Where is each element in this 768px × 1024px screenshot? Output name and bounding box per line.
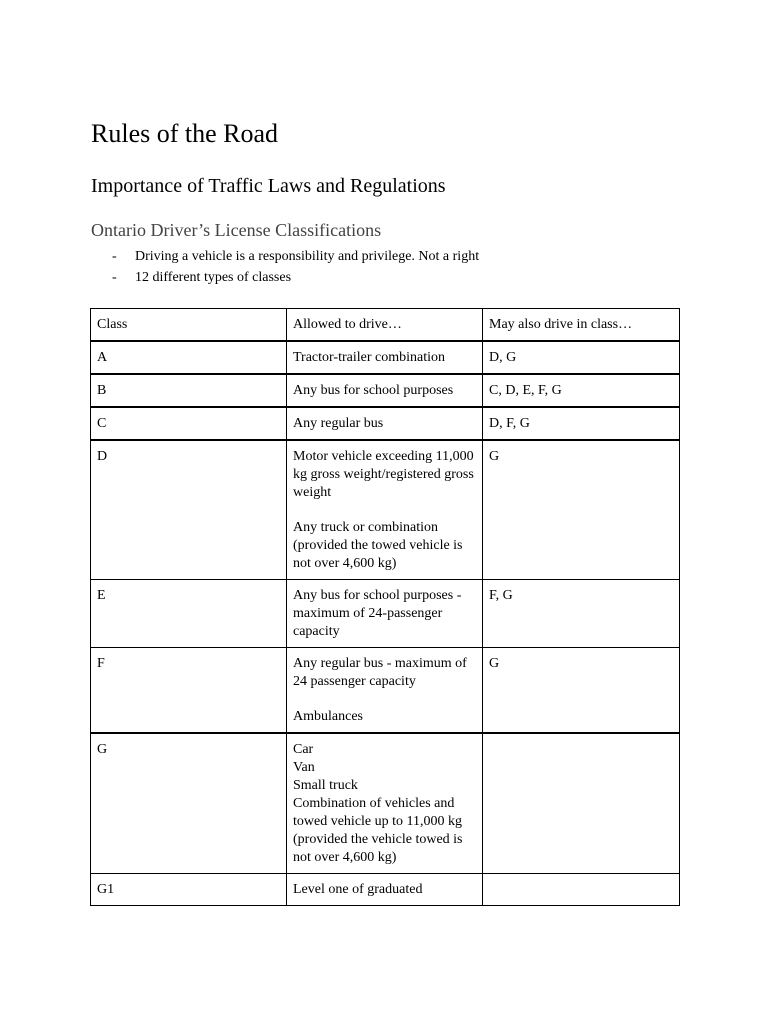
class-cell: D	[91, 440, 287, 580]
class-cell: A	[91, 341, 287, 374]
license-classes-table	[90, 308, 680, 906]
paragraph-spacer	[293, 502, 476, 519]
also-cell	[483, 874, 680, 906]
class-cell: F	[91, 648, 287, 734]
also-cell: D, G	[483, 341, 680, 374]
bullet-marker: -	[112, 249, 117, 264]
allowed-cell	[287, 407, 483, 440]
bullet-text: 12 different types of classes	[135, 270, 292, 285]
table-header-row	[91, 309, 680, 342]
allowed-text: Small truck	[293, 778, 358, 793]
class-cell: G1	[91, 874, 287, 906]
allowed-text: Level one of graduated	[293, 882, 423, 897]
allowed-text: Motor vehicle exceeding 11,000 kg gross weight/registered gross weight	[293, 449, 474, 500]
document-title: Rules of the Road	[91, 119, 279, 148]
also-cell: G	[483, 648, 680, 734]
allowed-text: Car	[293, 742, 314, 757]
also-cell: D, F, G	[483, 407, 680, 440]
table-row	[91, 733, 680, 874]
table-row	[91, 580, 680, 648]
table-row	[91, 374, 680, 407]
allowed-cell	[287, 648, 483, 734]
table-row	[91, 874, 680, 906]
allowed-text: Any bus for school purposes - maximum of 24-passenger capacity	[293, 588, 462, 639]
allowed-text: Any regular bus	[293, 416, 384, 431]
also-cell	[483, 733, 680, 874]
table-row	[91, 648, 680, 734]
table-row	[91, 341, 680, 374]
subsection-heading: Ontario Driver’s License Classifications	[91, 220, 382, 240]
class-cell: G	[91, 733, 287, 874]
also-cell: F, G	[483, 580, 680, 648]
allowed-cell	[287, 374, 483, 407]
class-cell: B	[91, 374, 287, 407]
also-cell: C, D, E, F, G	[483, 374, 680, 407]
allowed-cell	[287, 580, 483, 648]
allowed-text: Tractor-trailer combination	[293, 350, 445, 365]
class-cell: C	[91, 407, 287, 440]
list-item	[91, 246, 479, 267]
allowed-text: Any regular bus - maximum of 24 passenger capacity	[293, 656, 467, 689]
allowed-text: Van	[293, 760, 315, 775]
allowed-cell	[287, 733, 483, 874]
header-cell-allowed: Allowed to drive…	[287, 309, 483, 342]
list-item	[91, 267, 479, 288]
paragraph-spacer	[293, 691, 476, 708]
bullet-list	[91, 246, 479, 288]
table-row	[91, 440, 680, 580]
header-cell-class: Class	[91, 309, 287, 342]
class-cell: E	[91, 580, 287, 648]
section-heading: Importance of Traffic Laws and Regulations	[91, 175, 446, 197]
table-row	[91, 407, 680, 440]
also-cell: G	[483, 440, 680, 580]
allowed-text: Any truck or combination (provided the towed vehicle is not over 4,600 kg)	[293, 520, 463, 571]
header-cell-also: May also drive in class…	[483, 309, 680, 342]
allowed-text: Ambulances	[293, 709, 363, 724]
allowed-cell	[287, 341, 483, 374]
bullet-text: Driving a vehicle is a responsibility and privilege. Not a right	[135, 249, 480, 264]
bullet-marker: -	[112, 270, 117, 285]
allowed-cell	[287, 440, 483, 580]
allowed-cell	[287, 874, 483, 906]
allowed-text: Any bus for school purposes	[293, 383, 454, 398]
allowed-text: Combination of vehicles and towed vehicle up to 11,000 kg (provided the vehicle towed is not over 4,600 kg)	[293, 796, 463, 865]
